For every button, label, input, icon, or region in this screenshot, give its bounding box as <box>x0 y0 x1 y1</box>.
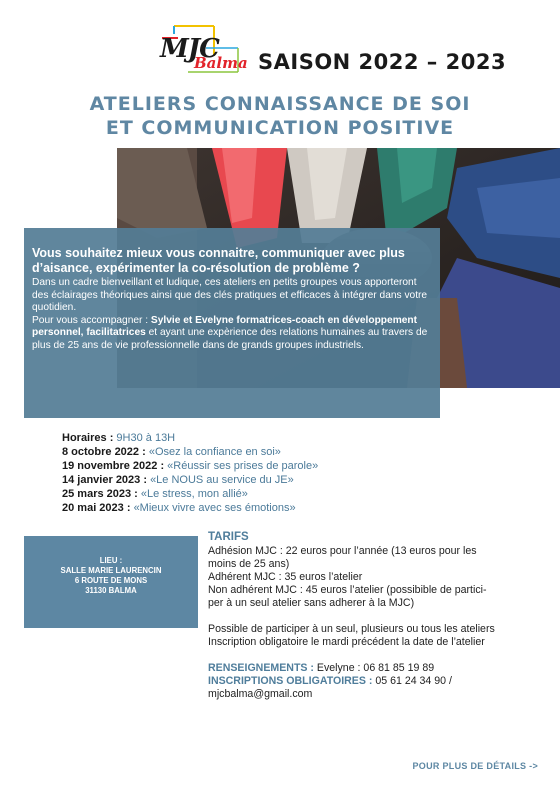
schedule-session <box>62 459 318 473</box>
pricing-section <box>208 531 538 701</box>
intro-accomp-prefix: Pour vous accompagner : <box>32 314 151 326</box>
logo-balma-text: Balma <box>194 54 248 72</box>
venue-line-2: 6 ROUTE DE MONS <box>74 576 148 585</box>
venue-label: LIEU : <box>99 556 123 565</box>
schedule-session <box>62 487 318 501</box>
schedule-session <box>62 473 318 487</box>
spacer <box>208 610 538 623</box>
registration-line <box>208 675 538 688</box>
pricing-line: per à un seul atelier sans adherer à la MJC) <box>208 597 415 609</box>
title-line-1: ATELIERS CONNAISSANCE DE SOI <box>89 93 471 115</box>
schedule-session <box>62 445 318 459</box>
registration-label: INSCRIPTIONS OBLIGATOIRES : <box>208 675 376 687</box>
intro-headline: Vous souhaitez mieux vous connaitre, communiquer avec plus d’aisance, expérimenter la co-résolution de problème ? <box>32 246 405 275</box>
session-topic: «Réussir ses prises de parole» <box>167 460 319 472</box>
intro-paragraph: Dans un cadre bienveillant et ludique, ces ateliers en petits groupes vous apporteront des éclairages théoriques ainsi que des clés pratiques et efficaces à intégrer dans votre quotidien. <box>32 277 428 314</box>
session-date: 8 octobre 2022 : <box>62 446 149 458</box>
venue-line-1: SALLE MARIE LAURENCIN <box>60 566 162 575</box>
schedule-session <box>62 501 318 515</box>
pricing-line: Adhésion MJC : 22 euros pour l’année (13 euros pour les <box>208 545 477 557</box>
hours-value: 9H30 à 13H <box>116 432 176 444</box>
intro-box <box>24 228 440 418</box>
session-date: 19 novembre 2022 : <box>62 460 168 472</box>
intro-accomp-bold: Sylvie et Evelyne formatrices-coach en développement personnel, facilitatrices <box>32 314 418 339</box>
title-line-2: ET COMMUNICATION POSITIVE <box>105 117 455 139</box>
session-date: 20 mai 2023 : <box>62 502 134 514</box>
venue-box <box>24 536 198 628</box>
session-topic: «Mieux vivre avec ses émotions» <box>133 502 296 514</box>
venue-line-3: 31130 BALMA <box>85 586 137 595</box>
session-topic: «Le stress, mon allié» <box>140 488 248 500</box>
session-date: 14 janvier 2023 : <box>62 474 151 486</box>
contact-email[interactable]: mjcbalma@gmail.com <box>208 688 313 700</box>
page-title <box>0 92 560 140</box>
registration-phone[interactable]: 05 61 24 34 90 / <box>375 675 452 687</box>
pricing-line: moins de 25 ans) <box>208 558 290 570</box>
season-heading: SAISON 2022 – 2023 <box>258 50 507 74</box>
more-details-link[interactable]: POUR PLUS DE DÉTAILS -> <box>412 761 538 771</box>
pricing-note: Inscription obligatoire le mardi précédent la date de l’atelier <box>208 636 485 648</box>
pricing-line: Non adhérent MJC : 45 euros l’atelier (possibible de partici- <box>208 584 487 596</box>
info-line <box>208 662 538 675</box>
schedule-list <box>62 431 318 515</box>
mjc-balma-logo <box>152 22 248 78</box>
hours-label: Horaires : <box>62 432 117 444</box>
intro-body <box>32 277 432 353</box>
session-topic: «Le NOUS au service du JE» <box>150 474 294 486</box>
pricing-note: Possible de participer à un seul, plusieurs ou tous les ateliers <box>208 623 495 635</box>
schedule-hours <box>62 431 318 445</box>
intro-accomp-suffix: et ayant une expèrience des relations humaines au travers de plus de 25 ans de vie professionnelle dans de grands groupes industriels. <box>32 327 428 351</box>
spacer <box>208 649 538 662</box>
pricing-heading: TARIFS <box>208 531 249 543</box>
pricing-line: Adhérent MJC : 35 euros l’atelier <box>208 571 363 583</box>
info-label: RENSEIGNEMENTS : <box>208 662 317 674</box>
info-phone[interactable]: Evelyne : 06 81 85 19 89 <box>316 662 435 674</box>
session-topic: «Osez la confiance en soi» <box>148 446 281 458</box>
session-date: 25 mars 2023 : <box>62 488 141 500</box>
logo-mjc-text: MJC <box>160 34 219 64</box>
